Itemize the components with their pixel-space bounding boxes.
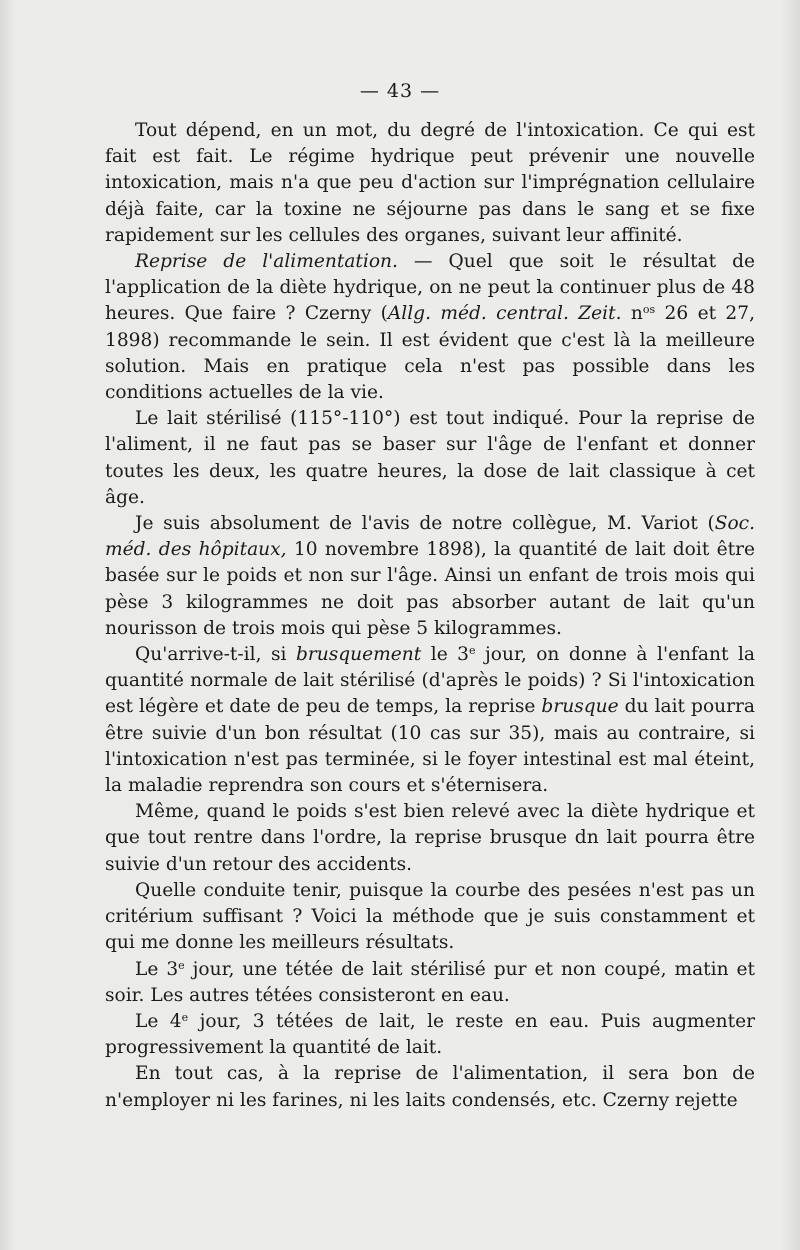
emphasis: brusque (541, 696, 619, 718)
body-text (105, 118, 755, 1114)
paragraph: Qu'arrive-t-il, si brusquement le 3e jour, on donne à l'enfant la quantité normale de lait stérilisé (d'après le poids) ? Si l'intoxication est légère et date de peu de temps, la reprise brusque du lait pourra être suivie d'un bon résultat (10 cas sur 35), mais au contraire, si l'intoxication n'est pas terminée, si le foyer intestinal est mal éteint, la maladie reprendra son cours et s'éternisera. (105, 644, 755, 797)
paragraph: Le 4e jour, 3 tétées de lait, le reste en eau. Puis augmenter progressivement la quantité de lait. (105, 1010, 755, 1059)
paragraph: Tout dépend, en un mot, du degré de l'intoxication. Ce qui est fait est fait. Le régime hydrique peut prévenir une nouvelle intoxication, mais n'a que peu d'action sur l'imprégnation cellulaire déjà faite, car la toxine ne séjourne pas dans le sang et se fixe rapidement sur les cellules des organes, suivant leur affinité. (105, 120, 755, 246)
paragraph: Le lait stérilisé (115°-110°) est tout indiqué. Pour la reprise de l'aliment, il ne faut pas se baser sur l'âge de l'enfant et donner toutes les deux, les quatre heures, la dose de lait classique à cet âge. (105, 408, 755, 508)
paragraph: Je suis absolument de l'avis de notre collègue, M. Variot (Soc. méd. des hôpitaux, 10 novembre 1898), la quantité de lait doit être basée sur le poids et non sur l'âge. Ainsi un enfant de trois mois qui pèse 3 kilogrammes ne doit pas absorber autant de lait qu'un nourisson de trois mois qui pèse 5 kilogrammes. (105, 513, 756, 639)
paragraph: Reprise de l'alimentation. — Quel que soit le résultat de l'application de la diète hydrique, on ne peut la continuer plus de 48 heures. Que faire ? Czerny (Allg. méd. central. Zeit. $n^{os}$ 26 et 27, 1898) recommande le sein. Il est évident que c'est là la meilleure solution. Mais en pratique cela n'est pas possible dans les conditions actuelles de la vie. (105, 251, 756, 404)
emphasis: brusquement (295, 644, 422, 666)
reference: Soc. méd. des hôpitaux, (105, 513, 755, 561)
reference: Allg. méd. central. Zeit. (387, 303, 622, 325)
paragraph: Même, quand le poids s'est bien relevé avec la diète hydrique et que tout rentre dans l'ordre, la reprise brusque dn lait pourra être suivie d'un retour des accidents. (105, 801, 755, 875)
section-heading: Reprise de l'alimentation. (135, 251, 398, 273)
page-number: — 43 — (359, 80, 441, 102)
paragraph: Le 3e jour, une tétée de lait stérilisé pur et non coupé, matin et soir. Les autres tétées consisteront en eau. (105, 958, 756, 1006)
paragraph: En tout cas, à la reprise de l'alimentation, il sera bon de n'employer ni les farines, ni les laits condensés, etc. Czerny rejette (105, 1063, 755, 1111)
paragraph: Quelle conduite tenir, puisque la courbe des pesées n'est pas un critérium suffisant ? Voici la méthode que je suis constamment et qui me donne les meilleurs résultats. (105, 879, 755, 954)
